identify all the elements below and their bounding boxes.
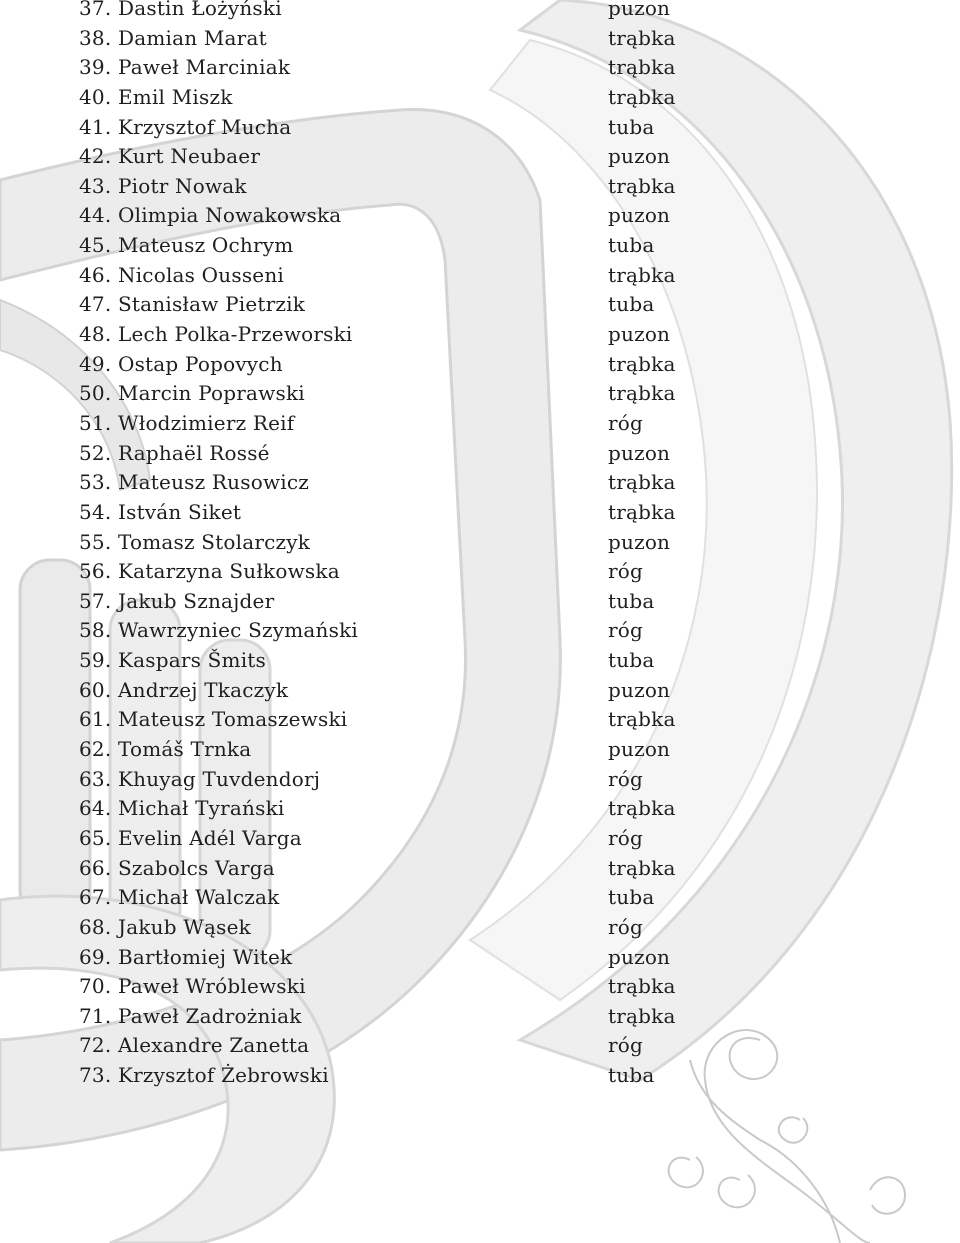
musician-name: Piotr Nowak (118, 173, 247, 198)
instrument-name: puzon (608, 529, 671, 554)
instrument-name: trąbka (608, 84, 676, 109)
instrument-name: trąbka (608, 855, 676, 880)
musician-name: Andrzej Tkaczyk (118, 677, 289, 702)
instrument-name: róg (608, 559, 644, 584)
instrument-name: tuba (608, 292, 655, 317)
musician-name: Nicolas Ousseni (118, 262, 284, 287)
row-number: 44. (79, 203, 112, 228)
row-number: 73. (79, 1063, 112, 1088)
musician-name: Emil Miszk (118, 84, 233, 109)
row-number: 53. (79, 470, 112, 495)
musician-name: Khuyag Tuvdendorj (118, 766, 321, 791)
musician-name: Krzysztof Żebrowski (118, 1063, 329, 1088)
row-number: 62. (79, 737, 112, 762)
instrument-name: puzon (608, 677, 671, 702)
row-number: 43. (79, 173, 112, 198)
musician-name: Dastin Łożyński (118, 0, 282, 20)
row-number: 38. (79, 25, 112, 50)
row-number: 54. (79, 499, 112, 524)
instrument-name: trąbka (608, 381, 676, 406)
musician-name: Evelin Adél Varga (118, 825, 302, 850)
row-number: 49. (79, 351, 112, 376)
row-number: 52. (79, 440, 112, 465)
musician-name: Paweł Zadrożniak (118, 1003, 302, 1028)
row-number: 64. (79, 796, 112, 821)
instrument-name: trąbka (608, 55, 676, 80)
row-number: 42. (79, 144, 112, 169)
instrument-name: tuba (608, 648, 655, 673)
row-number: 57. (79, 588, 112, 613)
row-number: 39. (79, 55, 112, 80)
instrument-name: trąbka (608, 707, 676, 732)
row-number: 51. (79, 410, 112, 435)
row-number: 72. (79, 1033, 112, 1058)
row-number: 71. (79, 1003, 112, 1028)
instrument-name: puzon (608, 737, 671, 762)
instrument-name: tuba (608, 114, 655, 139)
instrument-name: puzon (608, 322, 671, 347)
row-number: 55. (79, 529, 112, 554)
row-number: 40. (79, 84, 112, 109)
instrument-name: tuba (608, 588, 655, 613)
row-number: 65. (79, 825, 112, 850)
row-number: 70. (79, 974, 112, 999)
instrument-name: trąbka (608, 351, 676, 376)
instrument-name: trąbka (608, 25, 676, 50)
musician-name: Tomasz Stolarczyk (118, 529, 311, 554)
instrument-name: puzon (608, 440, 671, 465)
row-number: 69. (79, 944, 112, 969)
musician-name: Paweł Marciniak (118, 55, 291, 80)
instrument-name: trąbka (608, 499, 676, 524)
row-number: 61. (79, 707, 112, 732)
instrument-name: róg (608, 914, 644, 939)
instrument-name: róg (608, 766, 644, 791)
musician-name: Kaspars Šmits (118, 648, 267, 673)
row-number: 45. (79, 233, 112, 258)
musician-name: Michał Walczak (118, 885, 280, 910)
musician-name: Tomáš Trnka (118, 737, 252, 762)
musician-name: Lech Polka-Przeworski (118, 322, 353, 347)
musician-name: Alexandre Zanetta (118, 1033, 310, 1058)
musician-name: Krzysztof Mucha (118, 114, 292, 139)
row-number: 46. (79, 262, 112, 287)
row-number: 37. (79, 0, 112, 20)
instrument-name: puzon (608, 0, 671, 20)
musician-name: Michał Tyrański (118, 796, 285, 821)
row-number: 48. (79, 322, 112, 347)
musician-name: Olimpia Nowakowska (118, 203, 342, 228)
musician-name: Jakub Sznajder (118, 588, 275, 613)
instrument-name: róg (608, 825, 644, 850)
instrument-name: róg (608, 618, 644, 643)
row-number: 50. (79, 381, 112, 406)
musician-name: Raphaël Rossé (118, 440, 270, 465)
musician-name: Marcin Poprawski (118, 381, 305, 406)
roster-row (0, 1063, 960, 1097)
instrument-name: puzon (608, 144, 671, 169)
row-number: 56. (79, 559, 112, 584)
musician-name: Stanisław Pietrzik (118, 292, 306, 317)
musician-name: Mateusz Ochrym (118, 233, 294, 258)
musician-name: Mateusz Rusowicz (118, 470, 310, 495)
musician-name: Damian Marat (118, 25, 267, 50)
row-number: 67. (79, 885, 112, 910)
row-number: 60. (79, 677, 112, 702)
instrument-name: róg (608, 1033, 644, 1058)
instrument-name: trąbka (608, 974, 676, 999)
row-number: 47. (79, 292, 112, 317)
row-number: 66. (79, 855, 112, 880)
row-number: 58. (79, 618, 112, 643)
instrument-name: trąbka (608, 796, 676, 821)
musician-name: Katarzyna Sułkowska (118, 559, 340, 584)
musician-name: Wawrzyniec Szymański (118, 618, 359, 643)
row-number: 59. (79, 648, 112, 673)
row-number: 41. (79, 114, 112, 139)
musician-name: Szabolcs Varga (118, 855, 275, 880)
instrument-name: trąbka (608, 262, 676, 287)
musician-name: Włodzimierz Reif (118, 410, 295, 435)
musician-name: Bartłomiej Witek (118, 944, 293, 969)
instrument-name: trąbka (608, 1003, 676, 1028)
instrument-name: tuba (608, 233, 655, 258)
musician-name: István Siket (118, 499, 242, 524)
musician-name: Paweł Wróblewski (118, 974, 306, 999)
musician-name: Mateusz Tomaszewski (118, 707, 348, 732)
musician-name: Ostap Popovych (118, 351, 283, 376)
instrument-name: trąbka (608, 173, 676, 198)
instrument-name: tuba (608, 885, 655, 910)
instrument-name: trąbka (608, 470, 676, 495)
instrument-name: róg (608, 410, 644, 435)
instrument-name: tuba (608, 1063, 655, 1088)
row-number: 63. (79, 766, 112, 791)
musician-name: Jakub Wąsek (118, 914, 252, 939)
row-number: 68. (79, 914, 112, 939)
instrument-name: puzon (608, 944, 671, 969)
musician-name: Kurt Neubaer (118, 144, 261, 169)
instrument-name: puzon (608, 203, 671, 228)
